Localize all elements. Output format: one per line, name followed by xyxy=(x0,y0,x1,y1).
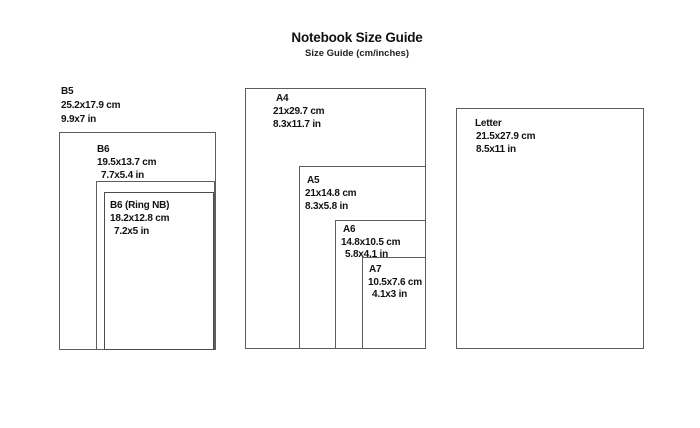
a6-label xyxy=(341,224,400,262)
size-cm: 19.5x13.7 cm xyxy=(97,157,157,168)
size-cm: 21.5x27.9 cm xyxy=(476,131,536,142)
size-cm: 14.8x10.5 cm xyxy=(341,236,401,248)
size-inches: 9.9x7 in xyxy=(61,114,97,125)
a7-label xyxy=(368,264,422,302)
size-name: B5 xyxy=(61,86,74,97)
size-name: A7 xyxy=(369,264,382,275)
a5-label xyxy=(305,174,356,213)
size-name: B6 xyxy=(97,144,110,155)
size-inches: 7.7x5.4 in xyxy=(101,170,145,181)
page-subtitle: Size Guide (cm/inches) xyxy=(305,48,409,59)
size-name: Letter xyxy=(475,118,502,129)
size-inches: 4.1x3 in xyxy=(372,289,408,300)
size-inches: 5.8x4.1 in xyxy=(345,249,389,260)
size-inches: 8.5x11 in xyxy=(476,144,516,155)
b6-ring-nb-label xyxy=(110,199,169,238)
page-title: Notebook Size Guide xyxy=(291,30,423,45)
size-cm: 25.2x17.9 cm xyxy=(61,100,121,111)
size-cm: 21x14.8 cm xyxy=(305,188,357,199)
diagram-header xyxy=(291,30,422,59)
size-inches: 7.2x5 in xyxy=(114,226,150,237)
size-name: A4 xyxy=(276,93,289,104)
a4-label xyxy=(273,92,324,131)
size-cm: 21x29.7 cm xyxy=(273,106,325,117)
size-inches: 8.3x5.8 in xyxy=(305,201,349,212)
letter-label xyxy=(475,117,535,156)
size-cm: 10.5x7.6 cm xyxy=(368,276,422,288)
size-name: B6 (Ring NB) xyxy=(110,200,170,211)
size-name: A6 xyxy=(343,224,356,235)
size-cm: 18.2x12.8 cm xyxy=(110,213,170,224)
size-name: A5 xyxy=(307,175,320,186)
size-inches: 8.3x11.7 in xyxy=(273,119,321,130)
b6-label xyxy=(97,143,156,182)
b5-label xyxy=(61,85,120,127)
